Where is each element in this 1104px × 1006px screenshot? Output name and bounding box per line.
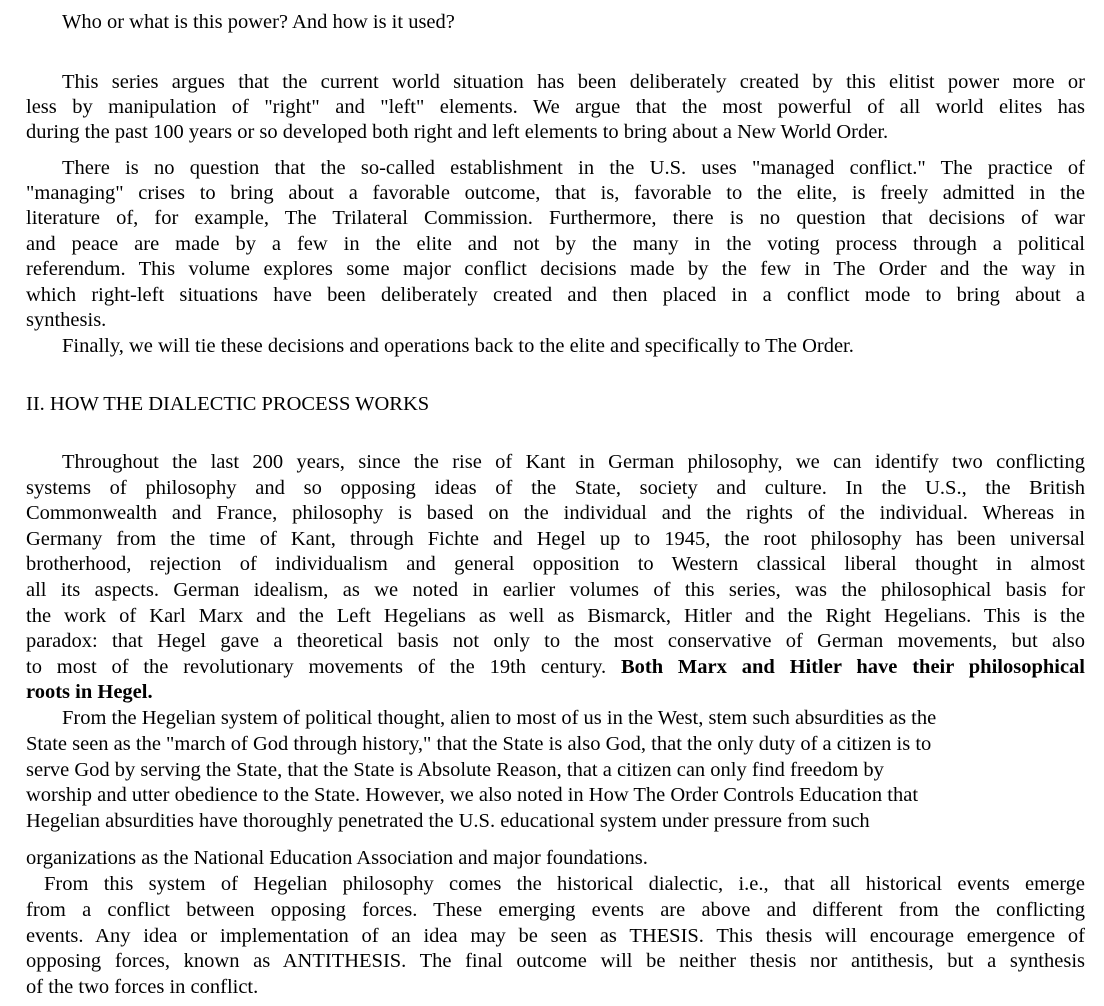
intro-question: Who or what is this power? And how is it used? bbox=[62, 11, 455, 33]
paragraph-2-line-6: which right-left situations have been deliberately created and then placed in a conflict mode to bring about a bbox=[26, 284, 1085, 306]
paragraph-6-line-3: events. Any idea or implementation of an idea may be seen as THESIS. This thesis will encourage emergence of bbox=[26, 925, 1085, 947]
paragraph-5-line-3: serve God by serving the State, that the State is Absolute Reason, that a citizen can only find freedom by bbox=[26, 759, 884, 781]
paragraph-2-line-1: There is no question that the so-called establishment in the U.S. uses "managed conflict." The practice of bbox=[62, 157, 1085, 179]
paragraph-1-line-2: less by manipulation of "right" and "left" elements. We argue that the most powerful of all world elites has bbox=[26, 96, 1085, 118]
paragraph-4-line-8: paradox: that Hegel gave a theoretical basis not only to the most conservative of German movements, but also bbox=[26, 630, 1085, 652]
paragraph-4-plain-text: to most of the revolutionary movements of the 19th century. bbox=[26, 656, 621, 678]
paragraph-2-line-3: literature of, for example, The Trilateral Commission. Furthermore, there is no question that decisions of war bbox=[26, 207, 1085, 229]
paragraph-4-line-6: all its aspects. German idealism, as we noted in earlier volumes of this series, was the philosophical basis for bbox=[26, 579, 1085, 601]
paragraph-3: Finally, we will tie these decisions and operations back to the elite and specifically to The Order. bbox=[62, 335, 854, 357]
paragraph-2-line-5: referendum. This volume explores some major conflict decisions made by the few in The Order and the way in bbox=[26, 258, 1085, 280]
paragraph-1-line-3: during the past 100 years or so developed both right and left elements to bring about a New World Order. bbox=[26, 121, 889, 143]
paragraph-5-line-1: From the Hegelian system of political thought, alien to most of us in the West, stem such absurdities as the bbox=[62, 707, 937, 729]
paragraph-4-line-5: brotherhood, rejection of individualism and general opposition to Western classical liberal thought in almost bbox=[26, 553, 1085, 575]
paragraph-2-line-7: synthesis. bbox=[26, 309, 107, 331]
paragraph-4-line-3: Commonwealth and France, philosophy is based on the individual and the rights of the individual. Whereas in bbox=[26, 502, 1085, 524]
paragraph-5-line-5: Hegelian absurdities have thoroughly penetrated the U.S. educational system under pressure from such bbox=[26, 810, 870, 832]
paragraph-4-line-7: the work of Karl Marx and the Left Hegelians as well as Bismarck, Hitler and the Right Hegelians. This is the bbox=[26, 605, 1085, 627]
paragraph-6-line-4: opposing forces, known as ANTITHESIS. The final outcome will be neither thesis nor antithesis, but a synthesis bbox=[26, 950, 1085, 972]
paragraph-5-line-6: organizations as the National Education Association and major foundations. bbox=[26, 847, 648, 869]
paragraph-6-line-1: From this system of Hegelian philosophy comes the historical dialectic, i.e., that all historical events emerge bbox=[44, 873, 1085, 895]
paragraph-4-line-9 bbox=[26, 655, 1085, 681]
paragraph-4-line-2: systems of philosophy and so opposing ideas of the State, society and culture. In the U.S., the British bbox=[26, 477, 1085, 499]
paragraph-4-bold-text: Both Marx and Hitler have their philosophical bbox=[620, 656, 1085, 678]
paragraph-1-line-1: This series argues that the current world situation has been deliberately created by this elitist power more or bbox=[62, 71, 1085, 93]
paragraph-5-line-4: worship and utter obedience to the State. However, we also noted in How The Order Controls Education that bbox=[26, 784, 919, 806]
paragraph-2-line-2: "managing" crises to bring about a favorable outcome, that is, favorable to the elite, is freely admitted in the bbox=[26, 182, 1085, 204]
paragraph-6-line-5: of the two forces in conflict. bbox=[26, 976, 259, 998]
paragraph-4-line-1: Throughout the last 200 years, since the rise of Kant in German philosophy, we can identify two conflicting bbox=[62, 451, 1085, 473]
paragraph-5-line-2: State seen as the "march of God through history," that the State is also God, that the only duty of a citizen is to bbox=[26, 733, 932, 755]
section-heading: II. HOW THE DIALECTIC PROCESS WORKS bbox=[26, 393, 430, 415]
paragraph-6-line-2: from a conflict between opposing forces. These emerging events are above and different from the conflicting bbox=[26, 899, 1085, 921]
paragraph-2-line-4: and peace are made by a few in the elite and not by the many in the voting process through a political bbox=[26, 233, 1085, 255]
paragraph-4-line-4: Germany from the time of Kant, through Fichte and Hegel up to 1945, the root philosophy has been universal bbox=[26, 528, 1085, 550]
paragraph-4-bold-end: roots in Hegel. bbox=[26, 681, 153, 703]
